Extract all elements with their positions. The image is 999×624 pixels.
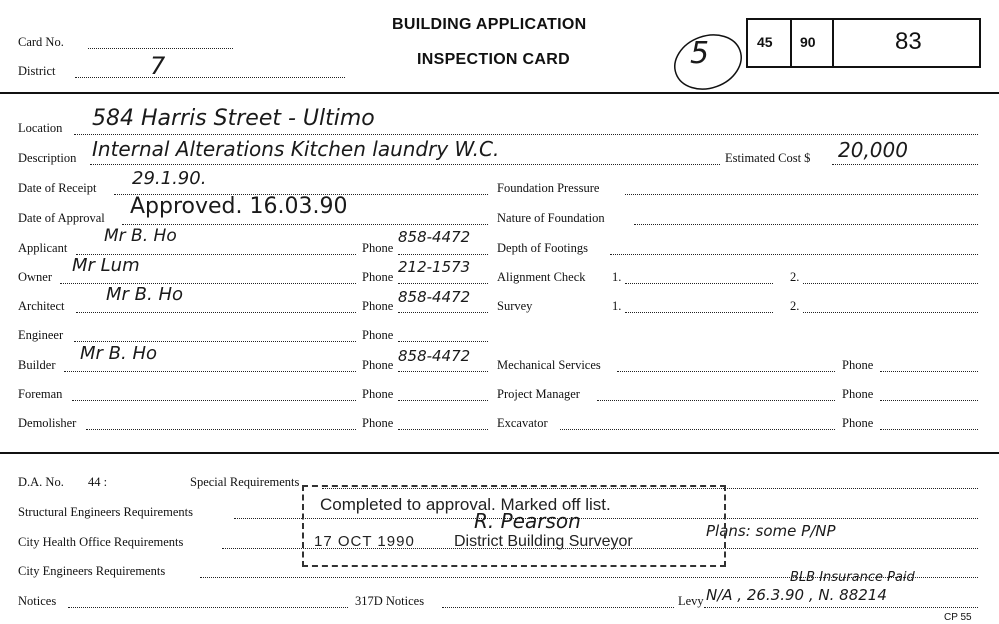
structural-label: Structural Engineers Requirements [18, 505, 193, 519]
stamp-line1: Completed to approval. Marked off list. [320, 495, 611, 514]
location-value: 584 Harris Street - Ultimo [92, 106, 375, 131]
date-receipt-value: 29.1.90. [132, 168, 207, 189]
header-divider [0, 92, 999, 94]
alignment-check-label: Alignment Check [497, 270, 586, 284]
district-label: District [18, 64, 56, 78]
plans-note: Plans: some P/NP [706, 522, 836, 540]
reference-box [746, 18, 981, 68]
foundation-pressure-line [625, 194, 978, 195]
project-manager-label: Project Manager [497, 387, 580, 401]
circled-mark-value: 5 [690, 36, 710, 71]
foreman-line [72, 400, 356, 401]
estimated-cost-line [832, 164, 978, 165]
levy-line [704, 607, 978, 608]
architect-line [76, 312, 356, 313]
title-line1: BUILDING APPLICATION [392, 16, 587, 33]
s317d-line [442, 607, 674, 608]
survey-num2: 2. [790, 299, 800, 313]
demolisher-label: Demolisher [18, 416, 77, 430]
mechanical-phone-label: Phone [842, 358, 874, 372]
date-receipt-label: Date of Receipt [18, 181, 97, 195]
notices-line [68, 607, 348, 608]
box-cell-2: 90 [800, 34, 816, 50]
architect-value: Mr B. Ho [106, 284, 183, 305]
builder-phone: 858-4472 [398, 347, 471, 365]
box-cell-1: 45 [757, 34, 773, 50]
owner-phone: 212-1573 [398, 258, 471, 276]
builder-line [64, 371, 356, 372]
owner-value: Mr Lum [72, 255, 140, 276]
owner-label: Owner [18, 270, 53, 284]
stamp-role: District Building Surveyor [454, 533, 633, 550]
location-line [74, 134, 978, 135]
owner-phone-line [398, 283, 488, 284]
foundation-pressure-label: Foundation Pressure [497, 181, 600, 195]
completion-stamp [302, 485, 726, 567]
engineer-label: Engineer [18, 328, 64, 342]
mechanical-phone-line [880, 371, 978, 372]
estimated-cost-label: Estimated Cost $ [725, 151, 811, 165]
location-label: Location [18, 121, 63, 135]
builder-label: Builder [18, 358, 56, 372]
card-no-line [88, 48, 233, 49]
health-label: City Health Office Requirements [18, 535, 184, 549]
alignment-check-num2: 2. [790, 270, 800, 284]
owner-line [60, 283, 356, 284]
box-divider [832, 18, 834, 66]
demolisher-line [86, 429, 356, 430]
architect-phone: 858-4472 [398, 288, 471, 306]
description-label: Description [18, 151, 77, 165]
foreman-phone-line [398, 400, 488, 401]
mechanical-label: Mechanical Services [497, 358, 601, 372]
engineer-phone-label: Phone [362, 328, 394, 342]
project-manager-line [597, 400, 835, 401]
applicant-label: Applicant [18, 241, 68, 255]
stamp-date: 17 OCT 1990 [314, 533, 415, 550]
engineer-phone-line [398, 341, 488, 342]
date-approval-label: Date of Approval [18, 211, 105, 225]
box-divider [790, 18, 792, 66]
survey-num1: 1. [612, 299, 622, 313]
description-line [90, 164, 720, 165]
district-line [75, 77, 345, 78]
special-label: Special Requirements [190, 475, 300, 489]
engineer-line [74, 341, 356, 342]
owner-phone-label: Phone [362, 270, 394, 284]
applicant-phone-label: Phone [362, 241, 394, 255]
demolisher-phone-line [398, 429, 488, 430]
depth-footings-line [610, 254, 978, 255]
levy-value: N/A , 26.3.90 , N. 88214 [706, 586, 887, 604]
builder-phone-label: Phone [362, 358, 394, 372]
date-approval-line [122, 224, 488, 225]
nature-foundation-label: Nature of Foundation [497, 211, 605, 225]
insurance-note: BLB Insurance Paid [790, 570, 915, 585]
box-cell-3: 83 [895, 28, 922, 55]
architect-label: Architect [18, 299, 65, 313]
district-value: 7 [150, 52, 166, 80]
date-approval-value: Approved. 16.03.90 [130, 194, 348, 219]
project-manager-phone-label: Phone [842, 387, 874, 401]
demolisher-phone-label: Phone [362, 416, 394, 430]
excavator-phone-line [880, 429, 978, 430]
da-label: D.A. No. [18, 475, 64, 489]
architect-phone-line [398, 312, 488, 313]
excavator-line [560, 429, 835, 430]
survey-line1 [625, 312, 773, 313]
city-eng-label: City Engineers Requirements [18, 564, 166, 578]
alignment-check-line1 [625, 283, 773, 284]
details-divider [0, 452, 999, 454]
foreman-phone-label: Phone [362, 387, 394, 401]
survey-label: Survey [497, 299, 533, 313]
card-no-label: Card No. [18, 35, 64, 49]
depth-footings-label: Depth of Footings [497, 241, 588, 255]
notices-label: Notices [18, 594, 57, 608]
description-value: Internal Alterations Kitchen laundry W.C. [92, 137, 500, 161]
applicant-phone-line [398, 254, 488, 255]
project-manager-phone-line [880, 400, 978, 401]
levy-label: Levy [678, 594, 704, 608]
survey-line2 [803, 312, 978, 313]
mechanical-line [617, 371, 835, 372]
title-line2: INSPECTION CARD [417, 51, 570, 68]
nature-foundation-line [634, 224, 978, 225]
builder-value: Mr B. Ho [80, 343, 157, 364]
excavator-label: Excavator [497, 416, 548, 430]
foreman-label: Foreman [18, 387, 63, 401]
architect-phone-label: Phone [362, 299, 394, 313]
builder-phone-line [398, 371, 488, 372]
applicant-value: Mr B. Ho [104, 226, 177, 246]
excavator-phone-label: Phone [842, 416, 874, 430]
s317d-label: 317D Notices [355, 594, 425, 608]
da-value: 44 : [88, 475, 108, 489]
stamp-signature: R. Pearson [474, 509, 581, 533]
alignment-check-line2 [803, 283, 978, 284]
applicant-phone: 858-4472 [398, 228, 471, 246]
footer-code: CP 55 [944, 612, 972, 623]
alignment-check-num1: 1. [612, 270, 622, 284]
estimated-cost-value: 20,000 [838, 138, 908, 162]
